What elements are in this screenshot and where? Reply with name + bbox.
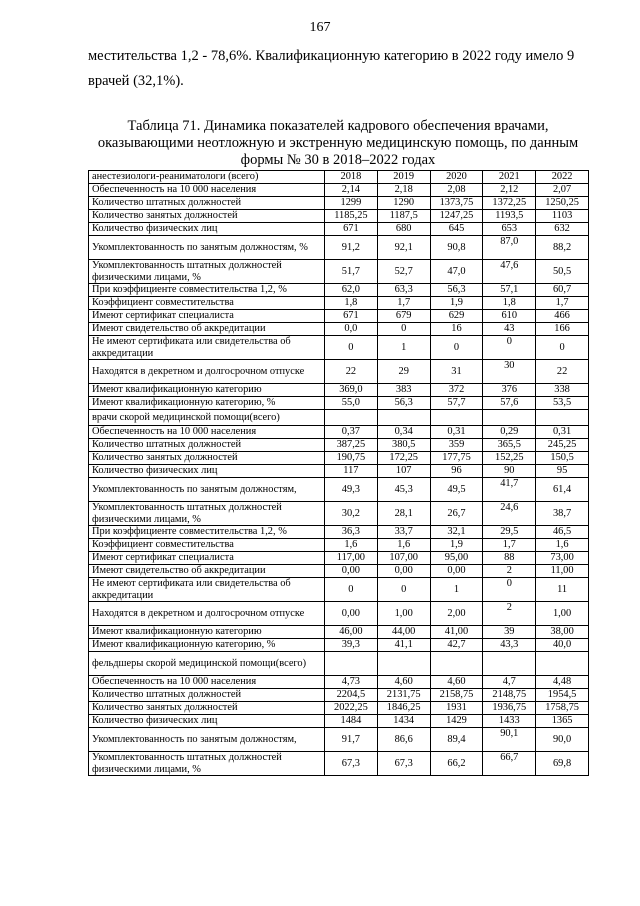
value-cell: 1185,25 — [325, 210, 378, 223]
value-cell: 1,9 — [430, 539, 483, 552]
body-paragraph: местительства 1,2 - 78,6%. Квалификационную категорию в 2022 году имело 9 врачей (32,1%). — [88, 48, 575, 89]
table-row — [89, 397, 589, 410]
value-cell: 1373,75 — [430, 197, 483, 210]
value-cell: 1187,5 — [377, 210, 430, 223]
table-body — [89, 171, 589, 776]
value-cell: 39 — [483, 626, 536, 639]
value-cell: 55,0 — [325, 397, 378, 410]
value-cell: 89,4 — [430, 728, 483, 752]
value-cell: 1290 — [377, 197, 430, 210]
table-row — [89, 197, 589, 210]
value-cell — [483, 410, 536, 426]
value-cell: 30 — [483, 360, 536, 384]
table-row — [89, 260, 589, 284]
value-cell: 1 — [430, 578, 483, 602]
row-label-cell: При коэффициенте совместительства 1,2, % — [89, 526, 325, 539]
value-cell — [377, 652, 430, 676]
value-cell: 56,3 — [430, 284, 483, 297]
value-cell: 43 — [483, 323, 536, 336]
value-cell: 29,5 — [483, 526, 536, 539]
value-cell: 0,34 — [377, 426, 430, 439]
value-cell: 92,1 — [377, 236, 430, 260]
table-row — [89, 626, 589, 639]
value-cell: 0,00 — [325, 565, 378, 578]
table-row — [89, 689, 589, 702]
value-cell: 1365 — [536, 715, 589, 728]
value-cell: 90 — [483, 465, 536, 478]
value-cell: 50,5 — [536, 260, 589, 284]
row-label-cell: Имеют квалификационную категорию — [89, 626, 325, 639]
value-cell: 166 — [536, 323, 589, 336]
table-row — [89, 752, 589, 776]
value-cell: 107,00 — [377, 552, 430, 565]
value-cell: 29 — [377, 360, 430, 384]
value-cell: 87,0 — [483, 236, 536, 260]
value-cell: 31 — [430, 360, 483, 384]
value-cell: 2,18 — [377, 184, 430, 197]
value-cell: 338 — [536, 384, 589, 397]
value-cell: 679 — [377, 310, 430, 323]
value-cell: 57,6 — [483, 397, 536, 410]
value-cell: 26,7 — [430, 502, 483, 526]
value-cell: 2022,25 — [325, 702, 378, 715]
value-cell: 1758,75 — [536, 702, 589, 715]
value-cell: 73,00 — [536, 552, 589, 565]
table-row — [89, 728, 589, 752]
value-cell: 2148,75 — [483, 689, 536, 702]
value-cell — [325, 410, 378, 426]
value-cell: 671 — [325, 310, 378, 323]
row-label-cell: Находятся в декретном и долгосрочном отпуске — [89, 602, 325, 626]
value-cell: 1,7 — [377, 297, 430, 310]
value-cell: 49,5 — [430, 478, 483, 502]
value-cell: 466 — [536, 310, 589, 323]
header-cell: анестезиологи-реаниматологи (всего) — [89, 171, 325, 184]
value-cell: 4,60 — [377, 676, 430, 689]
value-cell: 632 — [536, 223, 589, 236]
value-cell: 2204,5 — [325, 689, 378, 702]
value-cell: 2 — [483, 602, 536, 626]
row-label-cell: Имеют сертификат специалиста — [89, 552, 325, 565]
value-cell: 1,00 — [536, 602, 589, 626]
value-cell: 1193,5 — [483, 210, 536, 223]
value-cell: 52,7 — [377, 260, 430, 284]
value-cell: 1,6 — [536, 539, 589, 552]
value-cell: 2,12 — [483, 184, 536, 197]
value-cell: 245,25 — [536, 439, 589, 452]
value-cell: 0 — [377, 578, 430, 602]
value-cell: 150,5 — [536, 452, 589, 465]
row-label-cell: Укомплектованность по занятым должностям, — [89, 728, 325, 752]
value-cell: 1433 — [483, 715, 536, 728]
value-cell: 45,3 — [377, 478, 430, 502]
value-cell: 61,4 — [536, 478, 589, 502]
table-row — [89, 323, 589, 336]
table-row — [89, 578, 589, 602]
table-row — [89, 502, 589, 526]
value-cell: 86,6 — [377, 728, 430, 752]
table-row — [89, 478, 589, 502]
table-row — [89, 310, 589, 323]
value-cell — [377, 410, 430, 426]
row-label-cell: Укомплектованность штатных должностей физическими лицами, % — [89, 752, 325, 776]
value-cell — [430, 652, 483, 676]
value-cell: 1484 — [325, 715, 378, 728]
row-label-cell: Количество физических лиц — [89, 223, 325, 236]
table-row — [89, 284, 589, 297]
row-label-cell: врачи скорой медицинской помощи(всего) — [89, 410, 325, 426]
page-number: 167 — [309, 20, 331, 35]
table-row — [89, 702, 589, 715]
value-cell: 190,75 — [325, 452, 378, 465]
table-row — [89, 223, 589, 236]
table-row — [89, 297, 589, 310]
value-cell: 67,3 — [325, 752, 378, 776]
value-cell: 88 — [483, 552, 536, 565]
value-cell: 36,3 — [325, 526, 378, 539]
table-row — [89, 426, 589, 439]
header-cell: 2020 — [430, 171, 483, 184]
row-label-cell: Обеспеченность на 10 000 населения — [89, 676, 325, 689]
value-cell: 365,5 — [483, 439, 536, 452]
value-cell: 1931 — [430, 702, 483, 715]
value-cell: 66,2 — [430, 752, 483, 776]
value-cell: 2158,75 — [430, 689, 483, 702]
value-cell: 95,00 — [430, 552, 483, 565]
value-cell: 1429 — [430, 715, 483, 728]
value-cell: 177,75 — [430, 452, 483, 465]
value-cell: 66,7 — [483, 752, 536, 776]
value-cell: 39,3 — [325, 639, 378, 652]
value-cell: 0,31 — [536, 426, 589, 439]
value-cell: 383 — [377, 384, 430, 397]
value-cell: 1,7 — [536, 297, 589, 310]
row-label-cell: Имеют квалификационную категорию, % — [89, 397, 325, 410]
value-cell: 63,3 — [377, 284, 430, 297]
value-cell: 0,37 — [325, 426, 378, 439]
value-cell: 60,7 — [536, 284, 589, 297]
value-cell: 90,0 — [536, 728, 589, 752]
value-cell: 46,5 — [536, 526, 589, 539]
value-cell: 359 — [430, 439, 483, 452]
value-cell: 57,1 — [483, 284, 536, 297]
row-label-cell: Укомплектованность по занятым должностям, — [89, 478, 325, 502]
row-label-cell: Имеют свидетельство об аккредитации — [89, 323, 325, 336]
value-cell: 53,5 — [536, 397, 589, 410]
value-cell: 680 — [377, 223, 430, 236]
value-cell: 22 — [325, 360, 378, 384]
value-cell: 1954,5 — [536, 689, 589, 702]
value-cell: 2,00 — [430, 602, 483, 626]
value-cell: 51,7 — [325, 260, 378, 284]
value-cell: 33,7 — [377, 526, 430, 539]
value-cell: 95 — [536, 465, 589, 478]
value-cell: 1,7 — [483, 539, 536, 552]
value-cell: 645 — [430, 223, 483, 236]
table-row — [89, 552, 589, 565]
table-row — [89, 715, 589, 728]
value-cell: 0 — [483, 336, 536, 360]
value-cell: 0,00 — [325, 602, 378, 626]
value-cell: 44,00 — [377, 626, 430, 639]
value-cell: 90,1 — [483, 728, 536, 752]
value-cell: 38,00 — [536, 626, 589, 639]
value-cell: 1,8 — [325, 297, 378, 310]
row-label-cell: Укомплектованность штатных должностей физическими лицами, % — [89, 502, 325, 526]
value-cell: 1936,75 — [483, 702, 536, 715]
value-cell: 1103 — [536, 210, 589, 223]
value-cell: 91,7 — [325, 728, 378, 752]
value-cell: 117 — [325, 465, 378, 478]
row-label-cell: фельдшеры скорой медицинской помощи(всего) — [89, 652, 325, 676]
header-cell: 2022 — [536, 171, 589, 184]
value-cell: 0,31 — [430, 426, 483, 439]
value-cell: 91,2 — [325, 236, 378, 260]
table-row — [89, 439, 589, 452]
value-cell: 1247,25 — [430, 210, 483, 223]
value-cell: 0 — [536, 336, 589, 360]
value-cell: 43,3 — [483, 639, 536, 652]
value-cell: 47,0 — [430, 260, 483, 284]
value-cell: 40,0 — [536, 639, 589, 652]
value-cell: 380,5 — [377, 439, 430, 452]
value-cell: 629 — [430, 310, 483, 323]
row-label-cell: Количество занятых должностей — [89, 210, 325, 223]
table-row — [89, 210, 589, 223]
value-cell: 2,14 — [325, 184, 378, 197]
value-cell: 90,8 — [430, 236, 483, 260]
table-row — [89, 602, 589, 626]
value-cell: 1299 — [325, 197, 378, 210]
value-cell: 30,2 — [325, 502, 378, 526]
row-label-cell: Коэффициент совместительства — [89, 539, 325, 552]
value-cell: 41,00 — [430, 626, 483, 639]
value-cell: 67,3 — [377, 752, 430, 776]
row-label-cell: Количество занятых должностей — [89, 702, 325, 715]
row-label-cell: Количество занятых должностей — [89, 452, 325, 465]
value-cell: 369,0 — [325, 384, 378, 397]
row-label-cell: Имеют квалификационную категорию, % — [89, 639, 325, 652]
value-cell: 0 — [430, 336, 483, 360]
value-cell: 46,00 — [325, 626, 378, 639]
value-cell: 0 — [483, 578, 536, 602]
header-cell: 2021 — [483, 171, 536, 184]
value-cell: 22 — [536, 360, 589, 384]
row-label-cell: Не имеют сертификата или свидетельства об аккредитации — [89, 336, 325, 360]
row-label-cell: Обеспеченность на 10 000 населения — [89, 184, 325, 197]
table-row — [89, 539, 589, 552]
table-row — [89, 336, 589, 360]
value-cell: 1846,25 — [377, 702, 430, 715]
value-cell: 387,25 — [325, 439, 378, 452]
value-cell: 1,6 — [325, 539, 378, 552]
table-row — [89, 236, 589, 260]
value-cell: 42,7 — [430, 639, 483, 652]
value-cell: 653 — [483, 223, 536, 236]
value-cell: 28,1 — [377, 502, 430, 526]
row-label-cell: Не имеют сертификата или свидетельства об аккредитации — [89, 578, 325, 602]
value-cell — [430, 410, 483, 426]
table-row — [89, 410, 589, 426]
header-cell: 2019 — [377, 171, 430, 184]
table-row — [89, 452, 589, 465]
value-cell: 1 — [377, 336, 430, 360]
value-cell: 4,48 — [536, 676, 589, 689]
value-cell: 41,1 — [377, 639, 430, 652]
value-cell: 671 — [325, 223, 378, 236]
table-row — [89, 360, 589, 384]
row-label-cell: При коэффициенте совместительства 1,2, % — [89, 284, 325, 297]
value-cell: 4,73 — [325, 676, 378, 689]
value-cell: 2,07 — [536, 184, 589, 197]
row-label-cell: Имеют квалификационную категорию — [89, 384, 325, 397]
value-cell: 41,7 — [483, 478, 536, 502]
value-cell: 0,0 — [325, 323, 378, 336]
value-cell: 49,3 — [325, 478, 378, 502]
value-cell: 62,0 — [325, 284, 378, 297]
value-cell: 1,9 — [430, 297, 483, 310]
value-cell: 0 — [325, 578, 378, 602]
value-cell: 0 — [325, 336, 378, 360]
row-label-cell: Количество физических лиц — [89, 465, 325, 478]
value-cell: 2131,75 — [377, 689, 430, 702]
value-cell: 32,1 — [430, 526, 483, 539]
value-cell — [325, 652, 378, 676]
value-cell: 0,00 — [430, 565, 483, 578]
value-cell: 47,6 — [483, 260, 536, 284]
header-cell: 2018 — [325, 171, 378, 184]
row-label-cell: Находятся в декретном и долгосрочном отпуске — [89, 360, 325, 384]
staffing-table — [88, 170, 589, 776]
row-label-cell: Имеют сертификат специалиста — [89, 310, 325, 323]
value-cell: 107 — [377, 465, 430, 478]
table-header-row — [89, 171, 589, 184]
value-cell: 1,8 — [483, 297, 536, 310]
value-cell: 88,2 — [536, 236, 589, 260]
value-cell — [536, 410, 589, 426]
value-cell: 2 — [483, 565, 536, 578]
value-cell: 376 — [483, 384, 536, 397]
value-cell: 38,7 — [536, 502, 589, 526]
table-row — [89, 565, 589, 578]
value-cell: 1250,25 — [536, 197, 589, 210]
row-label-cell: Количество штатных должностей — [89, 197, 325, 210]
value-cell: 152,25 — [483, 452, 536, 465]
value-cell: 0,29 — [483, 426, 536, 439]
value-cell: 1372,25 — [483, 197, 536, 210]
value-cell: 11,00 — [536, 565, 589, 578]
value-cell: 56,3 — [377, 397, 430, 410]
value-cell: 610 — [483, 310, 536, 323]
value-cell: 96 — [430, 465, 483, 478]
table-row — [89, 184, 589, 197]
row-label-cell: Количество физических лиц — [89, 715, 325, 728]
row-label-cell: Укомплектованность по занятым должностям, % — [89, 236, 325, 260]
row-label-cell: Коэффициент совместительства — [89, 297, 325, 310]
value-cell: 0 — [377, 323, 430, 336]
value-cell: 1,6 — [377, 539, 430, 552]
row-label-cell: Имеют свидетельство об аккредитации — [89, 565, 325, 578]
row-label-cell: Количество штатных должностей — [89, 689, 325, 702]
value-cell: 172,25 — [377, 452, 430, 465]
value-cell — [536, 652, 589, 676]
row-label-cell: Обеспеченность на 10 000 населения — [89, 426, 325, 439]
value-cell: 117,00 — [325, 552, 378, 565]
value-cell: 0,00 — [377, 565, 430, 578]
value-cell: 16 — [430, 323, 483, 336]
value-cell: 2,08 — [430, 184, 483, 197]
table-row — [89, 652, 589, 676]
table-row — [89, 676, 589, 689]
value-cell: 57,7 — [430, 397, 483, 410]
table-row — [89, 465, 589, 478]
value-cell: 4,7 — [483, 676, 536, 689]
value-cell: 372 — [430, 384, 483, 397]
row-label-cell: Количество штатных должностей — [89, 439, 325, 452]
value-cell: 1434 — [377, 715, 430, 728]
row-label-cell: Укомплектованность штатных должностей физическими лицами, % — [89, 260, 325, 284]
value-cell: 4,60 — [430, 676, 483, 689]
table-caption: Таблица 71. Динамика показателей кадрового обеспечения врачами, оказывающими неотложную и экстренную медицинскую помощь, по данным формы № 30 в 2018–2022 годах — [97, 118, 579, 168]
value-cell — [483, 652, 536, 676]
value-cell: 24,6 — [483, 502, 536, 526]
value-cell: 69,8 — [536, 752, 589, 776]
value-cell: 1,00 — [377, 602, 430, 626]
table-row — [89, 384, 589, 397]
table-row — [89, 639, 589, 652]
value-cell: 11 — [536, 578, 589, 602]
table-row — [89, 526, 589, 539]
